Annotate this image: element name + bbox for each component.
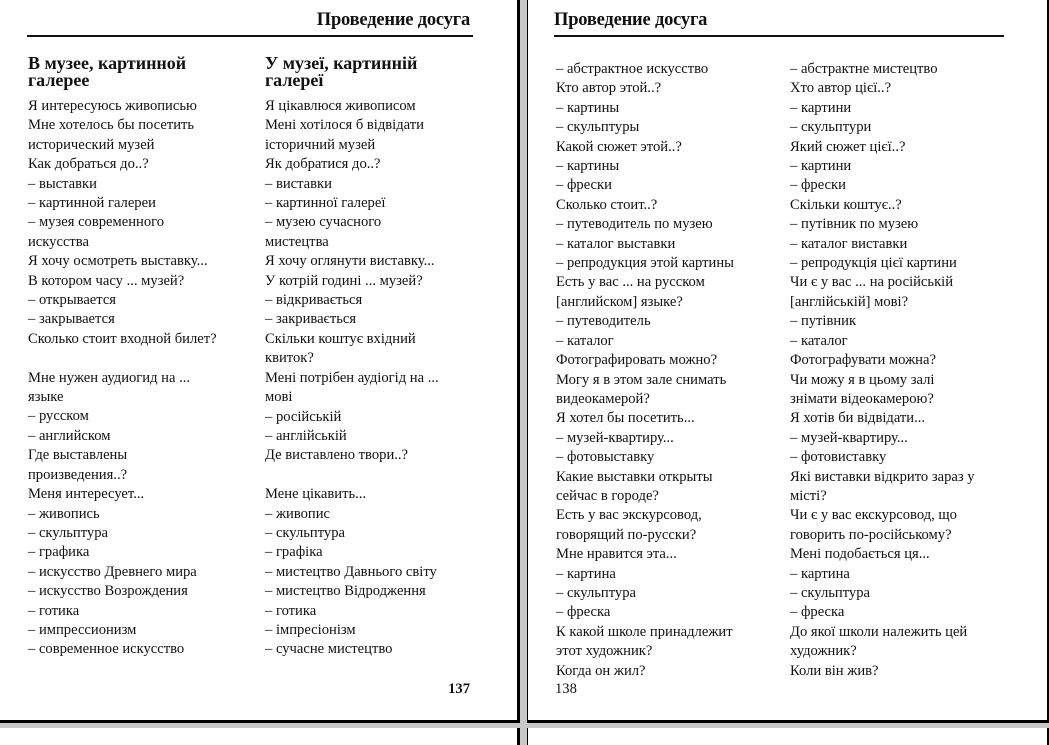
phrase-line: – абстрактное искусство <box>556 61 709 77</box>
phrase-line: – скульптура <box>556 584 636 601</box>
phrase-line: – путівник по музею <box>790 216 919 233</box>
phrase-line: Чи є у вас ... на російській <box>790 274 954 291</box>
phrase-line: – відкривається <box>265 292 363 309</box>
phrase-line: – картина <box>556 565 616 582</box>
phrase-line: – фреска <box>790 604 845 621</box>
phrase-line: Я интересуюсь живописью <box>28 98 197 114</box>
phrase-line: – російській <box>265 408 342 425</box>
ukrainian-column <box>265 55 505 660</box>
phrase-line: Сколько стоит входной билет? <box>28 330 217 347</box>
phrase-line: Який сюжет цієї..? <box>790 138 906 155</box>
phrase-list-uk <box>790 60 1045 681</box>
phrase-line: – фотовиставку <box>790 449 887 466</box>
phrase-line: Есть у вас экскурсовод, <box>556 507 702 524</box>
phrase-line: языке <box>28 389 64 406</box>
phrase-line: Які виставки відкрито зараз у <box>790 468 975 485</box>
phrase-line: Скільки коштує..? <box>790 196 902 213</box>
phrase-line: – сучасне мистецтво <box>265 641 393 658</box>
phrase-line: Какие выставки открыты <box>556 468 713 485</box>
phrase-line: історичний музей <box>265 136 376 153</box>
phrase-list-ru <box>28 97 258 660</box>
phrase-line: – мистецтво Давнього світу <box>265 563 437 580</box>
phrase-line: – каталог виставки <box>790 235 908 252</box>
phrase-line: – англійській <box>265 427 347 444</box>
phrase-line: – скульптури <box>790 119 872 136</box>
running-head: Проведение досуга <box>554 10 708 30</box>
phrase-line: Мне нравится эта... <box>556 546 677 563</box>
phrase-line: – скульптура <box>790 584 870 601</box>
phrase-line: – музей-квартиру... <box>790 429 908 446</box>
phrase-line: В котором часу ... музей? <box>28 272 185 289</box>
phrase-line: – путеводитель <box>556 313 651 330</box>
phrase-line: – каталог <box>790 332 848 349</box>
phrase-line: искусства <box>28 233 89 250</box>
phrase-line: видеокамерой? <box>556 390 650 407</box>
phrase-line: художник? <box>790 643 857 660</box>
phrase-line: Фотографировать можно? <box>556 352 718 369</box>
phrase-line: говорить по-російському? <box>790 526 952 543</box>
phrase-line: Мені хотілося б відвідати <box>265 117 424 134</box>
phrase-line: [английском] языке? <box>556 293 683 310</box>
phrase-list-uk <box>265 97 505 660</box>
phrase-line: – закривається <box>265 311 357 328</box>
phrase-line: Мене цікавить... <box>265 486 367 503</box>
phrase-line: – каталог <box>556 332 614 349</box>
next-page-left <box>0 728 520 745</box>
phrase-line: – музею сучасного <box>265 214 382 231</box>
phrase-line: Меня интересует... <box>28 486 145 503</box>
phrase-line: – фрески <box>790 177 846 194</box>
phrase-line: Сколько стоит..? <box>556 196 658 213</box>
next-page-right <box>527 728 1049 745</box>
phrase-line: Мені подобається ця... <box>790 546 930 563</box>
phrase-line: Мне нужен аудиогид на ... <box>28 369 191 386</box>
phrase-line: – картини <box>790 99 852 116</box>
phrase-line: исторический музей <box>28 136 155 153</box>
phrase-line: К какой школе принадлежит <box>556 623 733 640</box>
phrase-line: Чи можу я в цьому залі <box>790 371 935 388</box>
phrase-line: Скільки коштує вхідний <box>265 330 416 347</box>
phrase-line: – русском <box>28 408 89 425</box>
phrase-line: – каталог выставки <box>556 235 676 252</box>
phrase-line: – музея современного <box>28 214 165 231</box>
phrase-line: – репродукция этой картины <box>556 255 734 272</box>
phrase-line: Фотографувати можна? <box>790 352 936 369</box>
running-head: Проведение досуга <box>316 10 470 30</box>
page-number: 137 <box>448 681 470 697</box>
phrase-line: – скульптуры <box>556 119 640 136</box>
page-137 <box>0 0 520 723</box>
phrase-line: – искусство Древнего мира <box>28 563 197 580</box>
phrase-line: – путеводитель по музею <box>556 216 713 233</box>
phrase-line <box>28 349 258 368</box>
phrase-line: Могу я в этом зале снимать <box>556 371 727 388</box>
phrase-line: – картина <box>790 565 850 582</box>
section-heading-ru: В музее, картинной галерее <box>28 53 187 90</box>
section-heading-uk: У музеї, картинній галереї <box>265 53 418 90</box>
phrase-line: До якої школи належить цей <box>790 623 968 640</box>
phrase-line: Где выставлены <box>28 447 128 464</box>
phrase-line: Есть у вас ... на русском <box>556 274 705 291</box>
phrase-line: – абстрактне мистецтво <box>790 61 938 77</box>
phrase-line: Чи є у вас екскурсовод, що <box>790 507 957 524</box>
phrase-line: – готика <box>28 602 80 619</box>
phrase-line: – картини <box>790 158 852 175</box>
phrase-line: – искусство Возрождения <box>28 583 188 600</box>
phrase-line: – картины <box>556 158 620 175</box>
russian-column <box>556 60 796 681</box>
phrase-line: – музей-квартиру... <box>556 429 674 446</box>
phrase-line: – открывается <box>28 292 117 309</box>
phrase-line: – готика <box>265 602 317 619</box>
phrase-line: Мені потрібен аудіогід на ... <box>265 369 439 386</box>
phrase-line: Я хотів би відвідати... <box>790 410 926 427</box>
phrase-line: – мистецтво Відродження <box>265 583 426 600</box>
phrase-line: – английском <box>28 427 111 444</box>
phrase-line: – репродукція цієї картини <box>790 255 957 272</box>
phrase-line: этот художник? <box>556 643 653 660</box>
phrase-line: – графіка <box>265 544 323 561</box>
phrase-line: мистецтва <box>265 233 329 250</box>
phrase-line: – живопис <box>265 505 331 522</box>
phrase-line: Я хочу оглянути виставку... <box>265 253 435 270</box>
header-rule <box>27 35 473 37</box>
phrase-line: [англійській] мові? <box>790 293 909 310</box>
phrase-line: Хто автор цієї..? <box>790 80 892 97</box>
phrase-line: – картинної галереї <box>265 195 386 212</box>
phrase-line: місті? <box>790 487 827 504</box>
phrase-line: – картины <box>556 99 620 116</box>
phrase-line: – фотовыставку <box>556 449 655 466</box>
phrase-line: Де виставлено твори..? <box>265 447 409 464</box>
phrase-line: – картинной галереи <box>28 195 156 212</box>
page-number: 138 <box>555 681 577 697</box>
phrase-line: Я хочу осмотреть выставку... <box>28 253 208 270</box>
phrase-line: – закрывается <box>28 311 115 328</box>
russian-column <box>28 55 258 660</box>
phrase-line: сейчас в городе? <box>556 487 659 504</box>
phrase-line: – импрессионизм <box>28 621 137 638</box>
phrase-line: произведения..? <box>28 466 128 483</box>
phrase-line: – виставки <box>265 175 332 192</box>
phrase-line: Когда он жил? <box>556 662 646 679</box>
phrase-line <box>265 466 505 485</box>
phrase-line: – живопись <box>28 505 100 522</box>
phrase-line: – путівник <box>790 313 857 330</box>
phrase-line: – фрески <box>556 177 612 194</box>
phrase-line: Какой сюжет этой..? <box>556 138 682 155</box>
phrase-line: – графика <box>28 544 90 561</box>
phrase-line: мові <box>265 389 293 406</box>
phrase-line: – скульптура <box>28 524 108 541</box>
phrase-line: Як добратися до..? <box>265 156 381 173</box>
phrase-line: Кто автор этой..? <box>556 80 662 97</box>
phrase-line: – скульптура <box>265 524 345 541</box>
phrase-line: Я цікавлюся живописом <box>265 98 416 114</box>
phrase-line: Как добраться до..? <box>28 156 149 173</box>
phrase-line: – современное искусство <box>28 641 185 658</box>
phrase-list-ru <box>556 60 796 681</box>
phrase-line: – імпресіонізм <box>265 621 356 638</box>
phrase-line: Коли він жив? <box>790 662 879 679</box>
phrase-line: квиток? <box>265 350 314 367</box>
phrase-line: – выставки <box>28 175 97 192</box>
page-138 <box>527 0 1049 723</box>
phrase-line: знімати відеокамерою? <box>790 390 934 407</box>
phrase-line: Мне хотелось бы посетить <box>28 117 195 134</box>
ukrainian-column <box>790 60 1045 681</box>
phrase-line: – фреска <box>556 604 611 621</box>
header-rule <box>554 35 1004 37</box>
phrase-line: У котрій годині ... музей? <box>265 272 423 289</box>
phrase-line: говорящий по-русски? <box>556 526 697 543</box>
phrase-line: Я хотел бы посетить... <box>556 410 695 427</box>
